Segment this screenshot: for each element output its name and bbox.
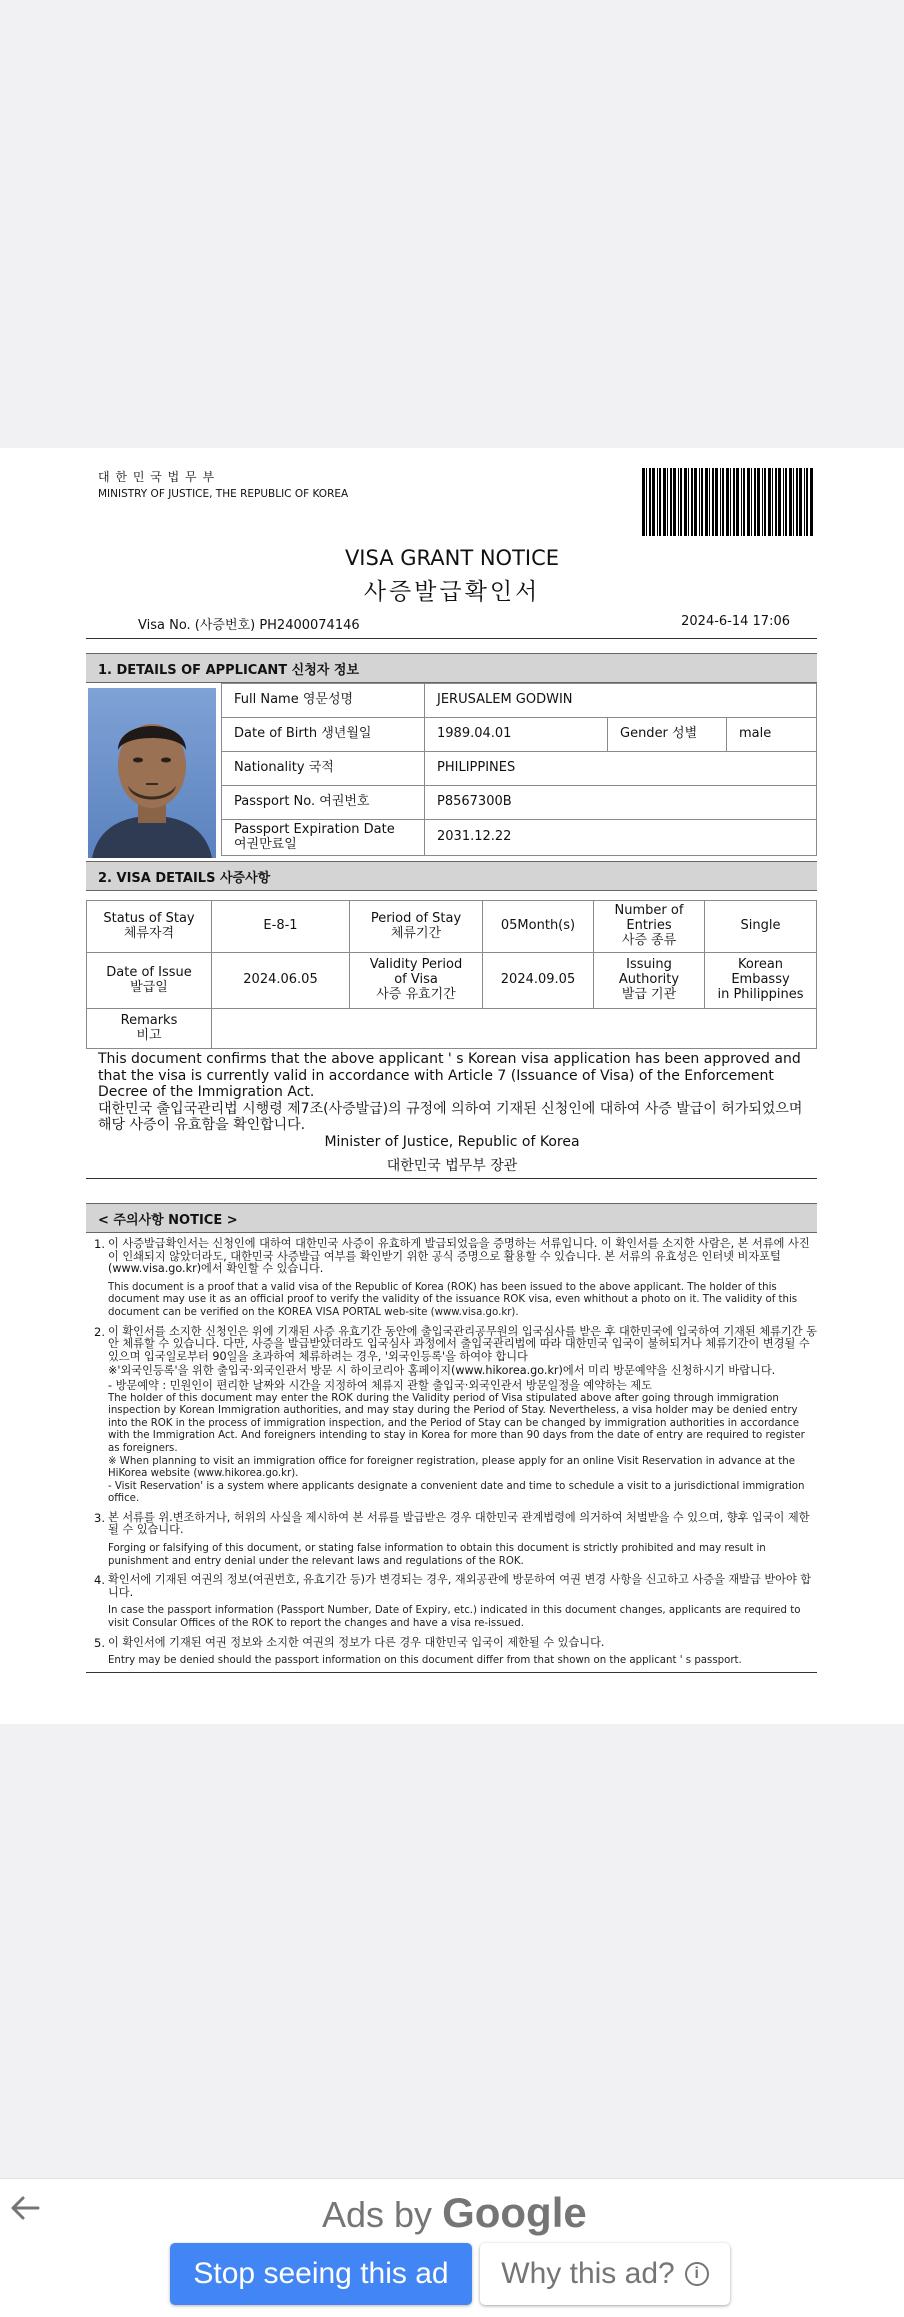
period-value: 05Month(s): [483, 901, 594, 953]
barcode-bar: [649, 468, 651, 536]
why-this-ad-button[interactable]: Why this ad? i: [480, 2243, 730, 2305]
applicant-section-title: 1. DETAILS OF APPLICANT 신청자 정보: [86, 653, 817, 683]
full-name-label: Full Name 영문성명: [222, 684, 425, 718]
issue-timestamp: 2024-6-14 17:06: [681, 614, 790, 629]
barcode-bar: [743, 468, 745, 536]
confirmation-en: This document confirms that the above applicant ' s Korean visa application has been approved and that the visa is currently valid in accordance with Article 7 (Issuance of Visa) of the Enforcement Decree of the Immigration Act.: [98, 1051, 801, 1100]
barcode-bar: [764, 468, 766, 536]
issue-date-label: Date of Issue 발급일: [87, 953, 212, 1009]
barcode-bar: [715, 468, 718, 536]
barcode-bar: [720, 468, 721, 536]
barcode-bar: [659, 468, 661, 536]
visa-document: [0, 448, 904, 1724]
barcode-bar: [712, 468, 714, 536]
barcode-bar: [705, 468, 708, 536]
visa-section-title: 2. VISA DETAILS 사증사항: [86, 861, 817, 891]
validity-label: Validity Period of Visa 사증 유효기간: [350, 953, 483, 1009]
barcode-bar: [678, 468, 679, 536]
barcode-bar: [789, 468, 792, 536]
visa-number: Visa No. (사증번호) PH2400074146: [138, 618, 360, 633]
notice-item: 5. 이 확인서에 기재된 여권 정보와 소지한 여권의 정보가 다른 경우 대한민국 입국이 제한될 수 있습니다. Entry may be denied should the passport information on this document differ from that shown on the applicant ' s passport.: [94, 1635, 742, 1667]
notice-item: 3. 본 서류를 위.변조하거나, 허위의 사실을 제시하여 본 서류를 발급받은 경우 대한민국 관계법령에 의거하여 처벌받을 수 있으며, 향후 입국이 제한될 수 있습니다. Forging or falsifying of this document, or stating false information to obtain this document is strictly prohibited and may result in punishment and entry denial under the relevant laws and regulations of the ROK.: [94, 1510, 810, 1567]
dob-value: 1989.04.01: [425, 718, 608, 752]
confirmation-kr: 대한민국 출입국관리법 시행령 제7조(사증발급)의 규정에 의하여 기재된 신청인에 대하여 사증 발급이 허가되었으며 해당 사증이 유효함을 확인합니다.: [98, 1100, 803, 1133]
barcode-bar: [722, 468, 724, 536]
stop-seeing-ad-button[interactable]: Stop seeing this ad: [170, 2243, 472, 2305]
passport-exp-label: Passport Expiration Date 여권만료일: [222, 820, 425, 856]
barcode-bar: [747, 468, 750, 536]
minister-en: Minister of Justice, Republic of Korea: [324, 1134, 580, 1150]
confirmation-text: [98, 1051, 810, 1134]
entries-value: Single: [705, 901, 817, 953]
divider: [86, 1178, 817, 1179]
barcode-bar: [733, 468, 735, 536]
status-value: E-8-1: [212, 901, 350, 953]
authority-label: Issuing Authority 발급 기관: [594, 953, 705, 1009]
barcode-bar: [694, 468, 697, 536]
barcode-bar: [762, 468, 763, 536]
entries-label: Number of Entries 사증 종류: [594, 901, 705, 953]
divider: [86, 638, 817, 639]
barcode-bar: [793, 468, 794, 536]
applicant-info-table: [221, 683, 817, 856]
passport-no-label: Passport No. 여권번호: [222, 786, 425, 820]
notice-item: 2. 이 확인서를 소지한 신청인은 위에 기재된 사증 유효기간 동안에 출입국관리공무원의 입국심사를 받은 후 대한민국에 입국하여 기재된 체류기간 동안 체류할 수 있습니다. 다만, 사증을 발급받았더라도 입국심사 과정에서 출입국관리법에 따라 대한민국 입국이 불허되거나 체류기간이 변경될 수 있으며 입국일로부터 90일을 초과하여 체류하려는 경우, '외국인등록'을 하여야 합니다 ※'외국인등록'을 위한 출입국·외국인관서 방문 시 하이코리아 홈페이지(www.hikorea.go.kr)에서 미리 방문예약을 신청하시기 바랍니다. - 방문예약 : 민원인이 편리한 날짜와 시간을 지정하여 체류지 관할 출입국·외국인관서 방문일정을 예약하는 제도 The holder of this document may enter the ROK during the Validity period of Visa stipulated above after going through immigration inspection by Korean Immigration authorities, and may stay during the Period of Stay. Nevertheless, a visa holder may be denied entry into the ROK in the process of immigration inspection, and the Period of Stay can be changed by immigration authorities in accordance with the Immigration Act. And foreigners intending to stay in Korea for more than 90 days from the date of entry are required to register as foreigners. ※ When planning to visit an immigration office for foreigner registration, please apply for an online Visit Reservation in advance at the HiKorea website (www.hikorea.go.kr). - Visit Reservation' is a system where applicants designate a convenient date and time to schedule a visit to a jurisdictional immigration office.: [94, 1324, 817, 1505]
divider: [86, 1672, 817, 1673]
barcode-bar: [751, 468, 752, 536]
nationality-value: PHILIPPINES: [425, 752, 817, 786]
barcode-bar: [799, 468, 802, 536]
remarks-value: [212, 1009, 817, 1049]
barcode-bar: [646, 468, 647, 536]
visa-details-table: [86, 900, 817, 1049]
barcode-bar: [783, 468, 784, 536]
barcode-bar: [736, 468, 739, 536]
barcode-bar: [757, 468, 760, 536]
barcode-bar: [657, 468, 658, 536]
barcode-bar: [741, 468, 742, 536]
ministry-name-en: MINISTRY OF JUSTICE, THE REPUBLIC OF KOREA: [98, 488, 349, 500]
barcode-bar: [726, 468, 729, 536]
barcode-bar: [768, 468, 771, 536]
barcode-bar: [688, 468, 689, 536]
barcode-bar: [680, 468, 682, 536]
dob-label: Date of Birth 생년월일: [222, 718, 425, 752]
ministry-name-kr: 대 한 민 국 법 무 부: [98, 470, 216, 484]
barcode-bar: [699, 468, 700, 536]
period-label: Period of Stay 체류기간: [350, 901, 483, 953]
gender-value: male: [727, 718, 817, 752]
notice-item: 1. 이 사증발급확인서는 신청인에 대하여 대한민국 사증이 유효하게 발급되었음을 증명하는 서류입니다. 이 확인서를 소지한 사람은, 본 서류에 사진이 인쇄되지 않았더라도, 대한민국 사증발급 여부를 확인받기 위한 공식 증명으로 활용할 수 있습니다. 본 서류의 유효성은 인터넷 비자포털(www.visa.go.kr)에서 확인할 수 있습니다. This document is a proof that a valid visa of the Republic of Korea (ROK) has been issued to the above applicant. The holder of this document may use it as an official proof to verify the validity of the issuance ROK visa, even whithout a photo on it. The validity of this document can be verified on the KOREA VISA PORTAL web-site (www.visa.go.kr).: [94, 1237, 810, 1318]
issue-date-value: 2024.06.05: [212, 953, 350, 1009]
document-title-en: VISA GRANT NOTICE: [344, 546, 560, 570]
minister-kr: 대한민국 법무부 장관: [386, 1158, 518, 1174]
barcode-bar: [730, 468, 731, 536]
barcode-bar: [772, 468, 773, 536]
nationality-label: Nationality 국적: [222, 752, 425, 786]
remarks-label: Remarks 비고: [87, 1009, 212, 1049]
barcode-bar: [796, 468, 798, 536]
passport-exp-value: 2031.12.22: [425, 820, 817, 856]
barcode-bar: [691, 468, 693, 536]
barcode-bar: [667, 468, 668, 536]
back-arrow-icon[interactable]: [8, 2191, 42, 2225]
gender-label: Gender 성별: [608, 718, 727, 752]
info-icon: i: [685, 2262, 709, 2286]
notice-title: < 주의사항 NOTICE >: [86, 1203, 817, 1233]
barcode-bar: [754, 468, 756, 536]
barcode-bar: [785, 468, 787, 536]
status-label: Status of Stay 체류자격: [87, 901, 212, 953]
passport-no-value: P8567300B: [425, 786, 817, 820]
barcode-bar: [778, 468, 781, 536]
barcode-bar: [673, 468, 676, 536]
barcode-bar: [806, 468, 808, 536]
notice-list: [94, 1237, 818, 1674]
applicant-photo: [88, 688, 216, 858]
barcode-bar: [670, 468, 672, 536]
barcode-bar: [775, 468, 777, 536]
ads-by-google-label: Ads by Google: [322, 2189, 587, 2236]
full-name-value: JERUSALEM GODWIN: [425, 684, 817, 718]
validity-value: 2024.09.05: [483, 953, 594, 1009]
barcode-bar: [684, 468, 687, 536]
document-title-kr: 사증발급확인서: [363, 579, 541, 605]
barcode-bar: [642, 468, 645, 536]
authority-value: Korean Embassy in Philippines: [705, 953, 817, 1009]
ad-banner: [0, 2178, 904, 2317]
barcode-bar: [663, 468, 666, 536]
barcode-bar: [709, 468, 710, 536]
barcode-bar: [652, 468, 655, 536]
barcode-bar: [804, 468, 805, 536]
barcode-bar: [701, 468, 703, 536]
barcode: [642, 468, 814, 536]
notice-item: 4. 확인서에 기재된 여권의 정보(여권번호, 유효기간 등)가 변경되는 경우, 재외공관에 방문하여 여권 변경 사항을 신고하고 사증을 재발급 받아야 합니다. In case the passport information (Passport Number, Date of Expiry, etc.) indicated in this document changes, applicants are required to visit Consular Offices of the ROK to report the changes and have a visa re-issued.: [94, 1573, 812, 1630]
barcode-bar: [810, 468, 813, 536]
